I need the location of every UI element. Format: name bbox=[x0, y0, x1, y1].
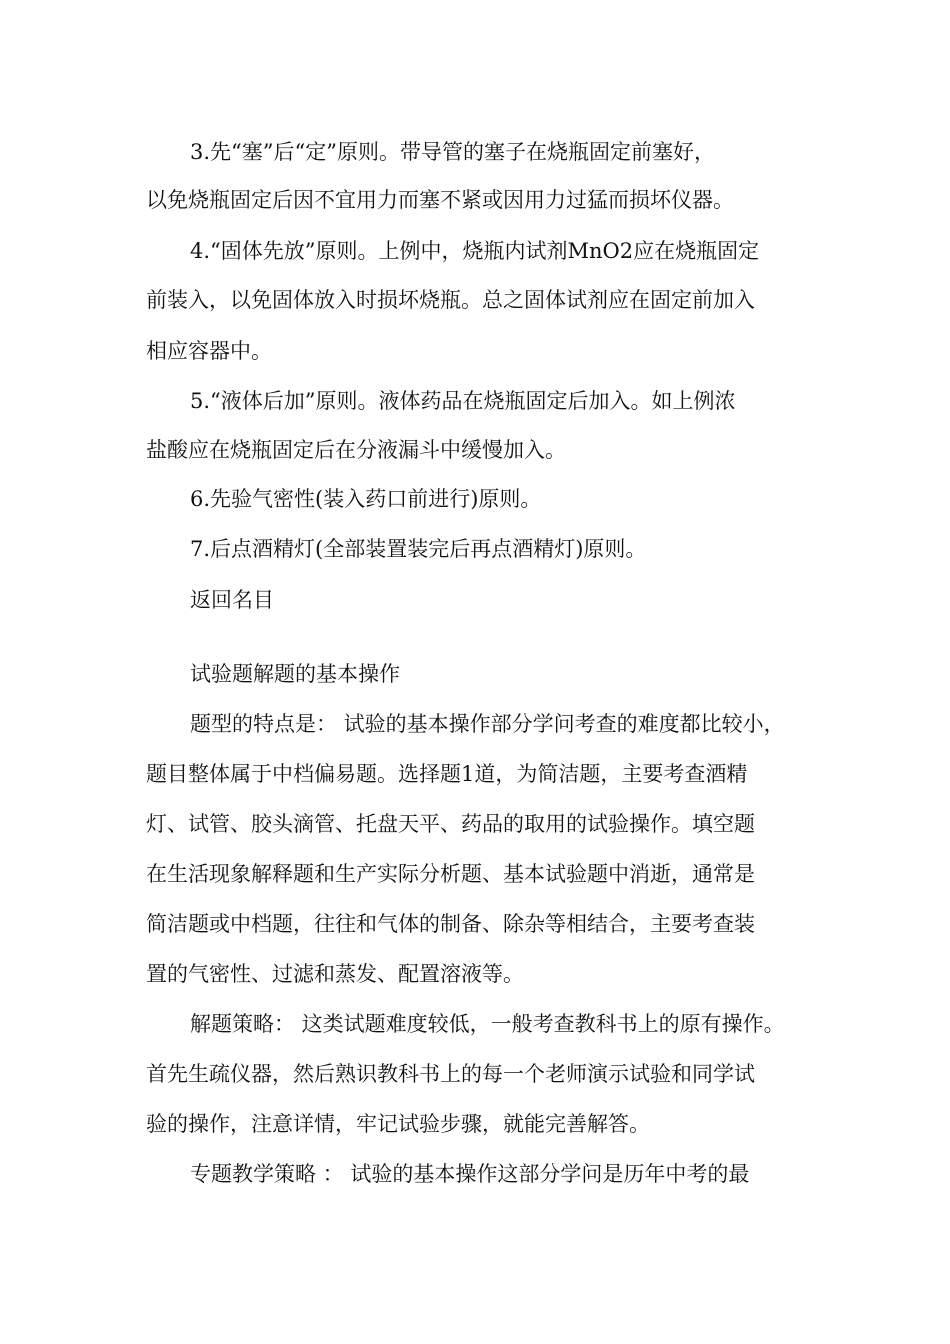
back-to-contents-link[interactable]: 返回名目 bbox=[190, 588, 274, 612]
strategy-paragraph-line-3: 验的操作，注意详情，牢记试验步骤，就能完善解答。 bbox=[146, 1112, 650, 1136]
principle-5-line-2: 盐酸应在烧瓶固定后在分液漏斗中缓慢加入。 bbox=[146, 438, 566, 462]
principle-4-line-2: 前装入，以免固体放入时损坏烧瓶。总之固体试剂应在固定前加入 bbox=[146, 288, 755, 312]
features-paragraph-line-4: 在生活现象解释题和生产实际分析题、基本试验题中消逝，通常是 bbox=[146, 862, 755, 886]
features-paragraph-line-5: 简洁题或中档题，往往和气体的制备、除杂等相结合，主要考查装 bbox=[146, 912, 755, 936]
principle-7: 7.后点酒精灯(全部装置装完后再点酒精灯)原则。 bbox=[190, 537, 647, 561]
features-paragraph-line-3: 灯、试管、胶头滴管、托盘天平、药品的取用的试验操作。填空题 bbox=[146, 812, 755, 836]
principle-5-line-1: 5.“液体后加”原则。液体药品在烧瓶固定后加入。如上例浓 bbox=[190, 389, 736, 413]
features-paragraph-line-1: 题型的特点是： 试验的基本操作部分学问考查的难度都比较小， bbox=[190, 712, 785, 736]
principle-6: 6.先验气密性(装入药口前进行)原则。 bbox=[190, 487, 542, 511]
strategy-paragraph-line-1: 解题策略： 这类试题难度较低，一般考查教科书上的原有操作。 bbox=[190, 1012, 785, 1036]
principle-3-line-1: 3.先“塞”后“定”原则。带导管的塞子在烧瓶固定前塞好， bbox=[190, 140, 715, 164]
principle-4-line-3: 相应容器中。 bbox=[146, 339, 272, 363]
principle-3-line-2: 以免烧瓶固定后因不宜用力而塞不紧或因用力过猛而损坏仪器。 bbox=[146, 188, 734, 212]
strategy-paragraph-line-2: 首先生疏仪器，然后熟识教科书上的每一个老师演示试验和同学试 bbox=[146, 1062, 755, 1086]
section-heading: 试验题解题的基本操作 bbox=[190, 662, 400, 686]
features-paragraph-line-6: 置的气密性、过滤和蒸发、配置溶液等。 bbox=[146, 962, 524, 986]
teaching-strategy-line-1: 专题教学策略 ： 试验的基本操作这部分学问是历年中考的最 bbox=[190, 1162, 750, 1186]
principle-4-line-1: 4.“固体先放”原则。上例中，烧瓶内试剂MnO2应在烧瓶固定 bbox=[190, 239, 760, 263]
features-paragraph-line-2: 题目整体属于中档偏易题。选择题1道，为简洁题，主要考查酒精 bbox=[146, 762, 748, 786]
